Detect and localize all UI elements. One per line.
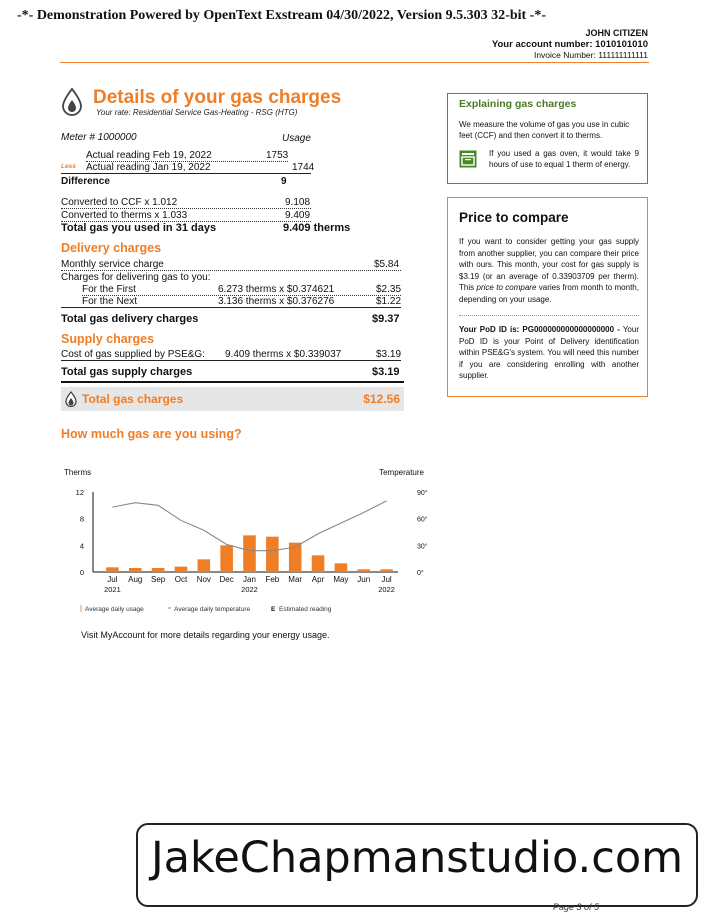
- first-tier-calc: 6.273 therms x $0.374621: [218, 284, 335, 295]
- first-tier-label: For the First: [82, 284, 136, 295]
- price-divider: [459, 315, 639, 316]
- x-tick-label: Jul: [107, 575, 118, 584]
- delivery-total-label: Total gas delivery charges: [61, 313, 199, 325]
- section-rule: [61, 381, 404, 383]
- total-gas-value: $12.56: [363, 392, 400, 406]
- delivery-total-value: $9.37: [372, 313, 400, 325]
- gas-flame-icon: [62, 88, 82, 116]
- pod-description: Your PoD ID is your Point of Delivery identification within PSE&G's system. You will need this number if you are considering enrolling with another supplier.: [459, 325, 639, 380]
- explain-heading: Explaining gas charges: [459, 98, 577, 110]
- x-tick-label: Feb: [265, 575, 280, 584]
- pod-label: Your PoD ID is: PG000000000000000000 -: [459, 325, 620, 334]
- account-block: [492, 28, 648, 61]
- first-tier-value: $2.35: [376, 284, 402, 295]
- demo-banner: -*- Demonstration Powered by OpenText Exstream 04/30/2022, Version 9.5.303 32-bit -*-: [17, 8, 546, 23]
- legend-usage-label: Average daily usage: [85, 606, 144, 613]
- legend-temp-label: Average daily temperature: [174, 606, 251, 613]
- usage-chart: [58, 462, 438, 622]
- delivery-charges-label: Charges for delivering gas to you:: [61, 272, 211, 283]
- usage-bar: [312, 555, 325, 572]
- x-tick-label: Sep: [150, 575, 166, 584]
- total-gas-label: Total gas charges: [82, 392, 184, 406]
- usage-bar: [266, 537, 279, 572]
- leader-line: [61, 208, 311, 209]
- x-tick-label: Jun: [357, 575, 371, 584]
- supply-total-value: $3.19: [372, 366, 400, 378]
- x-tick-label: Aug: [128, 575, 143, 584]
- supply-cost-value: $3.19: [376, 349, 402, 360]
- watermark-banner: [136, 823, 698, 907]
- usage-bar: [129, 568, 142, 572]
- x-tick-label: Dec: [219, 575, 234, 584]
- pod-text: [459, 324, 639, 382]
- rate-text: Your rate: Residential Service Gas-Heating - RSG (HTG): [96, 108, 298, 117]
- x-tick-label: Jan: [243, 575, 256, 584]
- monthly-charge-label: Monthly service charge: [61, 259, 164, 270]
- difference-value: 9: [281, 176, 287, 187]
- price-heading: Price to compare: [459, 210, 569, 225]
- year-label: 2022: [241, 585, 258, 594]
- supply-cost-label: Cost of gas supplied by PSE&G:: [61, 349, 205, 360]
- x-tick-label: Oct: [174, 575, 188, 584]
- usage-bar: [106, 567, 119, 572]
- total-gas-charges-bar: [61, 387, 404, 411]
- ccf-value: 9.108: [285, 197, 311, 208]
- usage-bar: [198, 559, 211, 572]
- temp-tick-label: 90°: [417, 490, 428, 497]
- header-rule: [60, 62, 649, 63]
- y-tick-label: 8: [79, 514, 84, 524]
- usage-bar: [220, 545, 233, 572]
- usage-heading: How much gas are you using?: [61, 427, 242, 441]
- myaccount-note: Visit MyAccount for more details regarding your energy usage.: [81, 630, 330, 640]
- usage-bar: [243, 535, 256, 572]
- year-label: 2021: [104, 585, 121, 594]
- usage-bar: [335, 563, 348, 572]
- explaining-gas-charges-box: [447, 93, 648, 184]
- next-tier-label: For the Next: [82, 296, 138, 307]
- usage-bar: [175, 567, 188, 572]
- temp-tick-label: 0°: [417, 570, 424, 577]
- oven-icon: [459, 150, 477, 168]
- y-tick-label: 0: [79, 568, 84, 577]
- subtotal-rule: [61, 360, 401, 361]
- total-used-value: 9.409 therms: [283, 222, 351, 234]
- x-tick-label: May: [333, 575, 349, 584]
- price-to-compare-box: [447, 197, 648, 397]
- total-used-label: Total gas you used in 31 days: [61, 222, 217, 234]
- page-title: Details of your gas charges: [93, 87, 342, 108]
- x-tick-label: Apr: [311, 575, 325, 584]
- y-tick-label: 4: [79, 541, 84, 551]
- subtotal-rule: [61, 173, 311, 174]
- price-text-part: If you want to consider getting your gas supply from another supplier, you can compare their price with ours. This month, your cost for gas supply is $3.19 (or an average of 0.33903709 per therm). This: [459, 237, 639, 292]
- explain-text: We measure the volume of gas you use in cubic feet (CCF) and then convert it to therms.: [459, 120, 630, 140]
- invoice-number: Invoice Number: 111111111111: [533, 50, 648, 60]
- difference-label: Difference: [61, 176, 110, 187]
- customer-name: JOHN CITIZEN: [585, 28, 648, 38]
- usage-bar: [357, 569, 370, 572]
- next-tier-value: $1.22: [376, 296, 402, 307]
- supply-cost-calc: 9.409 therms x $0.339037: [225, 349, 342, 360]
- leader-line: [61, 270, 401, 271]
- less-label: Less: [61, 163, 76, 170]
- x-tick-label: Mar: [288, 575, 303, 584]
- actual-reading-1-label: Actual reading Feb 19, 2022: [86, 150, 212, 161]
- account-number: Your account number: 1010101010: [491, 39, 648, 50]
- supply-total-label: Total gas supply charges: [61, 366, 193, 378]
- meter-number: Meter # 1000000: [61, 132, 137, 143]
- usage-bar: [152, 568, 165, 572]
- actual-reading-2-value: 1744: [292, 162, 315, 173]
- gas-flame-icon: [65, 391, 77, 407]
- ccf-label: Converted to CCF x 1.012: [61, 197, 178, 208]
- monthly-charge-value: $5.84: [374, 259, 400, 270]
- legend-estimated-label: Estimated reading: [279, 606, 332, 613]
- oven-tip: If you used a gas oven, it would take 9 hours of use to equal 1 therm of energy.: [489, 149, 639, 169]
- usage-bar: [380, 569, 393, 572]
- price-text: [459, 236, 639, 305]
- price-text-emphasis: price to compare: [476, 283, 537, 292]
- delivery-heading: Delivery charges: [61, 241, 162, 255]
- legend-usage-swatch: [80, 605, 82, 612]
- usage-header: Usage: [282, 133, 311, 144]
- page-number: Page 3 of 5: [553, 902, 600, 912]
- actual-reading-1-value: 1753: [266, 150, 289, 161]
- therms-label: Converted to therms x 1.033: [61, 210, 188, 221]
- price-text-part: varies from month to month, depending on your usage.: [459, 283, 639, 304]
- x-tick-label: Nov: [196, 575, 211, 584]
- supply-heading: Supply charges: [61, 332, 155, 346]
- therms-value: 9.409: [285, 210, 311, 221]
- actual-reading-2-label: Actual reading Jan 19, 2022: [86, 162, 211, 173]
- legend-estimated-marker: E: [271, 606, 276, 613]
- x-tick-label: Jul: [381, 575, 392, 584]
- y-axis-label-right: Temperature: [379, 468, 424, 477]
- temp-tick-label: 60°: [417, 516, 428, 524]
- next-tier-calc: 3.136 therms x $0.376276: [218, 296, 335, 307]
- temp-tick-label: 30°: [417, 543, 428, 551]
- year-label: 2022: [378, 585, 395, 594]
- watermark-text: JakeChapmanstudio.com: [150, 833, 684, 883]
- subtotal-rule: [61, 307, 401, 308]
- y-tick-label: 12: [75, 488, 84, 497]
- y-axis-label-left: Therms: [64, 468, 92, 477]
